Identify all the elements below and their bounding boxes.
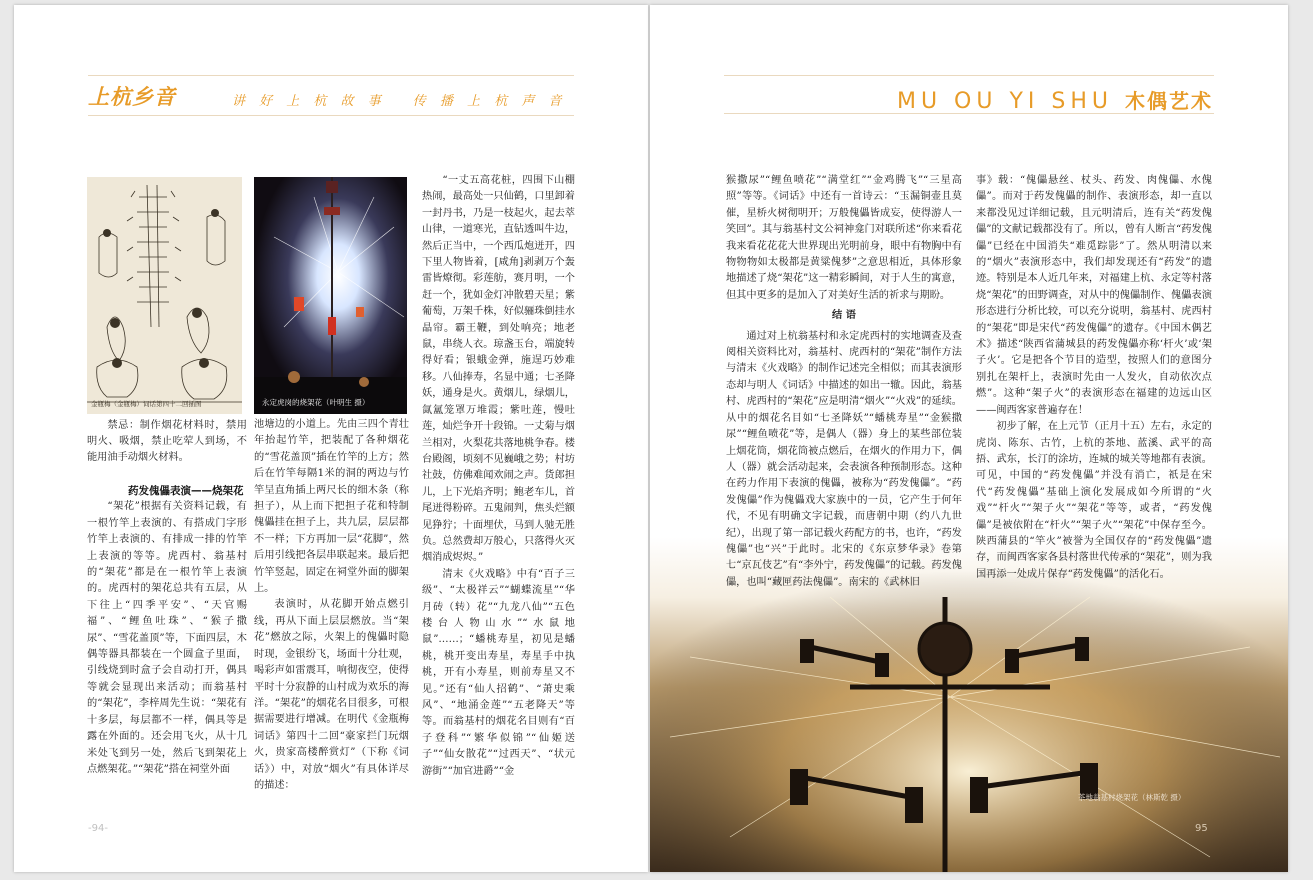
right-col1-paragraph-2: 通过对上杭翁基村和永定虎西村的实地调查及查阅相关资料比对，翁基村、虎西村的“架花”制作方法与清末《火戏略》的制作记述完全相似；而其表演形态却与明人《词话》中描述的如出一辙。因此，翁基村、虎西村的“架花”应是明清“烟火”“火戏”的延续。从中的烟花名目如“七圣降妖”“蟠桃寿星”“金猴撒尿”“鲤鱼喷花”等，是偶人（器）身上的某些部位装上烟花筒，烟花筒被点燃后，在烟火的作用力下，偶人（器）就会活动起来，会表演各种预制形态。这种在药力作用下表演的傀儡，被称为“药发傀儡”。“药发傀儡”作为傀儡戏大家族中的一员，它产生于何年代，不见有明确文字记载，而唐朝中期（约八九世纪），出现了第一部记载火药配方的书，也许，“药发傀儡”也“兴”于此时。北宋的《东京梦华录》卷第七“京瓦伎艺”有“李外宁，药发傀儡”的记载。药发傀儡，也叫“藏匣药法傀儡”。南宋的《武林旧: [726, 330, 962, 588]
left-page: [14, 5, 648, 872]
slogan: 讲 好 上 杭 故 事 传 播 上 杭 声 音: [232, 94, 567, 109]
illustration-caption: 金瓶梅（金瓶梅）词话第四十二回插图: [91, 400, 202, 408]
right-col2-paragraph: 事》载：“傀儡悬丝、杖头、药发、肉傀儡、水傀儡”。而对于药发傀儡的制作、表演形态，却一直以来都没见过详细记载，且元明清后，连有关“药发傀儡”的文献记载都没有了。所以，曾有人断言“药发傀儡”已经在中国消失“难觅踪影”了。然从明清以来的“烟火”表演形态中，我们却发现还有“药发”的遗迹。特别是本人近几年来，对福建上杭、永定等村落烧“架花”的田野调查，对从中的傀儡制作、傀儡表演形态进行分析比较，可以充分说明，翁基村、虎西村的“架花”即是宋代“药发傀儡”的遗存。《中国木偶艺术》描述“陕西省蒲城县的药发傀儡亦称‘杆火’或‘架子火’。它是把各个节目的造型，按照人们的意图分别扎在架杆上，表演时先由一人发火，自动依次点燃”。这种“架子火”的表演形态在福建的边远山区——闽西客家普遍存在！: [976, 175, 1212, 416]
image-caption: 禁忌：制作烟花材料时，禁用明火、吸烟，禁止吃荤人到场，不能用油手动烟火材料。: [87, 420, 247, 463]
left-col3-paragraph: “一丈五高花桩，四围下山棚热闹，最高处一只仙鹤，口里卸着一封丹书，乃是一枝起火，起去萃山律，一道寒光，直钻透叫牛边，然后正当中，一个西瓜炮迸开，四下里人物皆着，[咸角]剥剥万个轰雷皆燎彻。彩莲舫，赛月明，一个赶一个，犹如金灯冲散碧天星；紫葡萄，万架千株，好似骊珠倒挂水晶帘。霸王鞭，到处响亮；地老鼠，串绕人衣。琼盏玉台，端旋转得好看；银蛾金弹，施逞巧妙难移。八仙捧寿，名显中通；七圣降妖，通身是火。黄烟儿，绿烟儿，氤氲笼罩万堆霞；紫吐莲，慢吐莲，灿烂争开十段锦。一丈菊与烟兰相对，火梨花共落地桃争春。楼台殿阁，顷刻不见巍峨之势；村坊社鼓，仿佛难闻欢闹之声。货郎担儿，上下光焰齐明；鲍老车儿，首尾迸得粉碎。五鬼闹判，焦头烂额见狰狞；十面埋伏，马到人驰无胜负。总然费却万般心，只落得火灭烟消成烬烬。”: [422, 175, 575, 564]
big-photo-caption: 茶地翁基村烧架花（林斯乾 摄）: [1078, 793, 1186, 802]
page-number-right: 95: [1195, 823, 1208, 834]
left-col2-paragraph: 池塘边的小道上。先由三四个青壮年抬起竹竿，把装配了各种烟花的“雪花盖顶”插在竹竿的上方；然后在竹竿每隔1米的洞的两边与竹竿呈直角插上两尺长的细木条（称担子），从上而下把担子花和特制傀儡挂在担子上，共九层，层层都不一样；下方再加一层“花脚”，然后用引线把各层串联起来。最后把竹竿竖起，固定在祠堂外面的脚架上。: [254, 419, 409, 595]
right-column-2: [976, 173, 1212, 583]
left-col2-paragraph-2: 表演时，从花脚开始点燃引线，再从下面上层层燃放。当“架花”燃放之际，火架上的傀儡时隐时现，金银纷飞，场面十分壮观，喝彩声如雷震耳，响彻夜空，使得平时十分寂静的山村成为欢乐的海洋。“架花”的烟花名目很多，可根据需要进行增减。在明代《金瓶梅词话》第四十二回“豪家拦门玩烟火，贵家高楼醉赏灯”（下称《词话》）中，对放“烟火”有具体详尽的描述：: [254, 599, 409, 791]
page-number-left: -94-: [88, 823, 108, 834]
left-column-1: [87, 483, 247, 778]
title-latin: MU OU YI SHU: [896, 89, 1113, 114]
photo-caption: 永定虎岗的烧架花（叶明生 摄）: [262, 398, 370, 407]
left-column-2: [254, 171, 409, 794]
right-page: [650, 5, 1288, 872]
illustration-drawing: [87, 177, 242, 414]
left-col1-paragraph: “架花”根据有关资料记载，有一根竹竿上表演的、有搭成门字形竹竿上表演的、有排成一排的竹竿上表演的等等。虎西村、翁基村的“架花”都是在一根竹竿上表演的。虎西村的架花总共有五层，从下往上“四季平安”、“天官赐福”、“鲤鱼吐珠”、“猴子撒尿”、“雪花盖顶”等，下面四层，木偶等器具都装在一个圆盒子里面，引线烧到时盒子会自动打开，偶具等就会显现出来活动；而翁基村的“架花”，李梓周先生说：“架花有十多层，每层都不一样，偶具等是露在外面的。还会用飞火，从十几米处飞到另一处，然后飞到架花上点燃架花。”“架花”搭在祠堂外面: [87, 501, 247, 775]
conclusion-title: 结 语: [832, 310, 856, 322]
header-rule-bottom: [88, 115, 574, 116]
woodcut-illustration: [87, 177, 242, 414]
title-chinese: 木偶艺术: [1125, 89, 1213, 113]
header-rule-top-right: [724, 75, 1214, 76]
section-title-right: [897, 85, 1213, 114]
left-column-3: [422, 173, 575, 780]
magazine-logo: 上杭乡音: [88, 84, 176, 109]
section-title: 药发傀儡表演——烧架花: [128, 485, 244, 497]
right-column-1: [726, 173, 962, 591]
right-col2-paragraph-2: 初步了解，在上元节（正月十五）左右，永定的虎岗、陈东、古竹，上杭的茶地、蓝溪、武平的高捂、武东，长汀的涂坊，连城的城关等地都有表演。可见，中国的“药发傀儡”并没有消亡，祇是在宋代“药发傀儡”基础上演化发展成如今所谓的“火戏”“杆火”“架子火”“架花”等等，或者，“药发傀儡”是被依附在“杆火”“架子火”“架花”中保存至今。陕西蒲县的“竿火”被誉为全国仅存的“药发傀儡”遗存，而闽西客家各县村落世代传承的“架花”，则为我国再添一处成片保存“药发傀儡”的活化石。: [976, 421, 1212, 580]
left-col3-paragraph-2: 清末《火戏略》中有“百子三级”、“太极祥云”“蝴蝶流星”“华月砖（转）花”“九龙八仙”“五色楼台人物山水”“水鼠地鼠”……；“蟠桃寿星，初见是蟠桃，桃开变出寿星，寿星手中执桃，开有小寿星，则前寿星又不见。”还有“仙人招鹤”、“萧史乘风”、“地涌金莲”“五老降天”等等。而翁基村的烟花名目则有“百子登科”“繁华似锦”“仙姬送子”“仙女散花”“过西天”、“状元游街”“加官进爵”“金: [422, 568, 575, 777]
header-rule-top: [88, 75, 574, 76]
right-col1-paragraph: 猴撒尿”“鲤鱼喷花”“满堂红”“金鸡腾飞”“三星高照”等等。《词话》中还有一首诗云：“玉漏铜壶且莫催，星桥火树彻明开；万般傀儡皆成妄，使得游人一笑回”。其与翁基村文公祠神龛门对联所述“你来看花我来看花花花大世界现出光明前身，眼中有物胸中有物物物如太极都是黄粱傀梦”之意思相近，具体形象地描述了烧“架花”这一精彩瞬间，对于人生的寓意，但其中更多的是加入了对美好生活的祈求与期盼。: [726, 175, 962, 301]
